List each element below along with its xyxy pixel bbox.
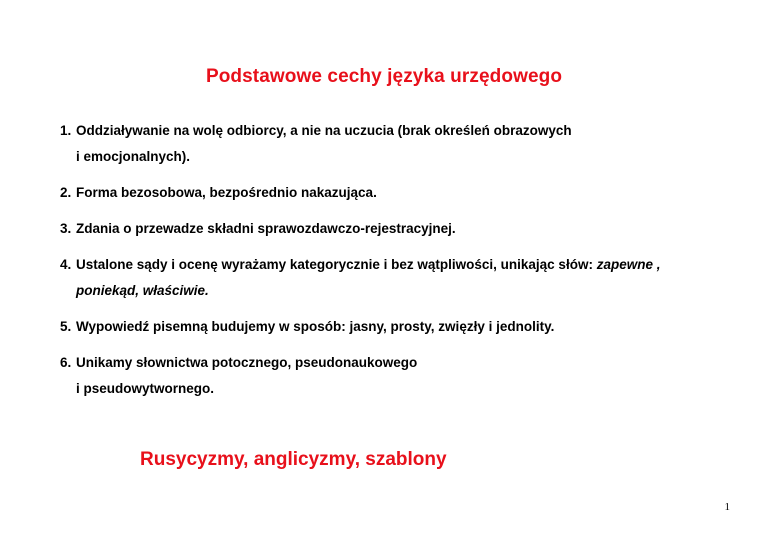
- feature-list: [60, 118, 750, 402]
- list-item-example-words-continued: poniekąd, właściwie.: [76, 283, 209, 298]
- list-item-text-continued: i pseudowytwornego.: [76, 381, 215, 396]
- list-item-example-words: zapewne ,: [596, 257, 661, 272]
- list-item: [60, 118, 750, 170]
- list-item-number: 2.: [60, 185, 72, 200]
- list-item-text: Unikamy słownictwa potocznego, pseudonaukowego: [76, 355, 418, 370]
- list-item-number: 1.: [60, 123, 72, 138]
- list-item-text: Zdania o przewadze składni sprawozdawczo-rejestracyjnej.: [76, 221, 456, 236]
- list-item-number: 6.: [60, 355, 72, 370]
- list-item: [60, 180, 750, 206]
- list-item-text: Ustalone sądy i ocenę wyrażamy kategorycznie i bez wątpliwości, unikając słów:: [76, 257, 597, 272]
- list-item: [60, 252, 750, 304]
- slide-subtitle: Rusycyzmy, anglicyzmy, szablony: [140, 449, 447, 470]
- list-item-text: Oddziaływanie na wolę odbiorcy, a nie na uczucia (brak określeń obrazowych: [76, 123, 572, 138]
- list-item: [60, 314, 750, 340]
- list-item-number: 4.: [60, 257, 72, 272]
- list-item: [60, 216, 750, 242]
- list-item: [60, 350, 750, 402]
- list-item-number: 3.: [60, 221, 72, 236]
- slide-title: Podstawowe cechy języka urzędowego: [205, 66, 563, 87]
- list-item-text-continued: i emocjonalnych).: [76, 149, 191, 164]
- list-item-number: 5.: [60, 319, 72, 334]
- page-number: 1: [724, 501, 730, 513]
- list-item-text: Wypowiedź pisemną budujemy w sposób: jasny, prosty, zwięzły i jednolity.: [76, 319, 555, 334]
- list-item-text: Forma bezosobowa, bezpośrednio nakazująca.: [76, 185, 377, 200]
